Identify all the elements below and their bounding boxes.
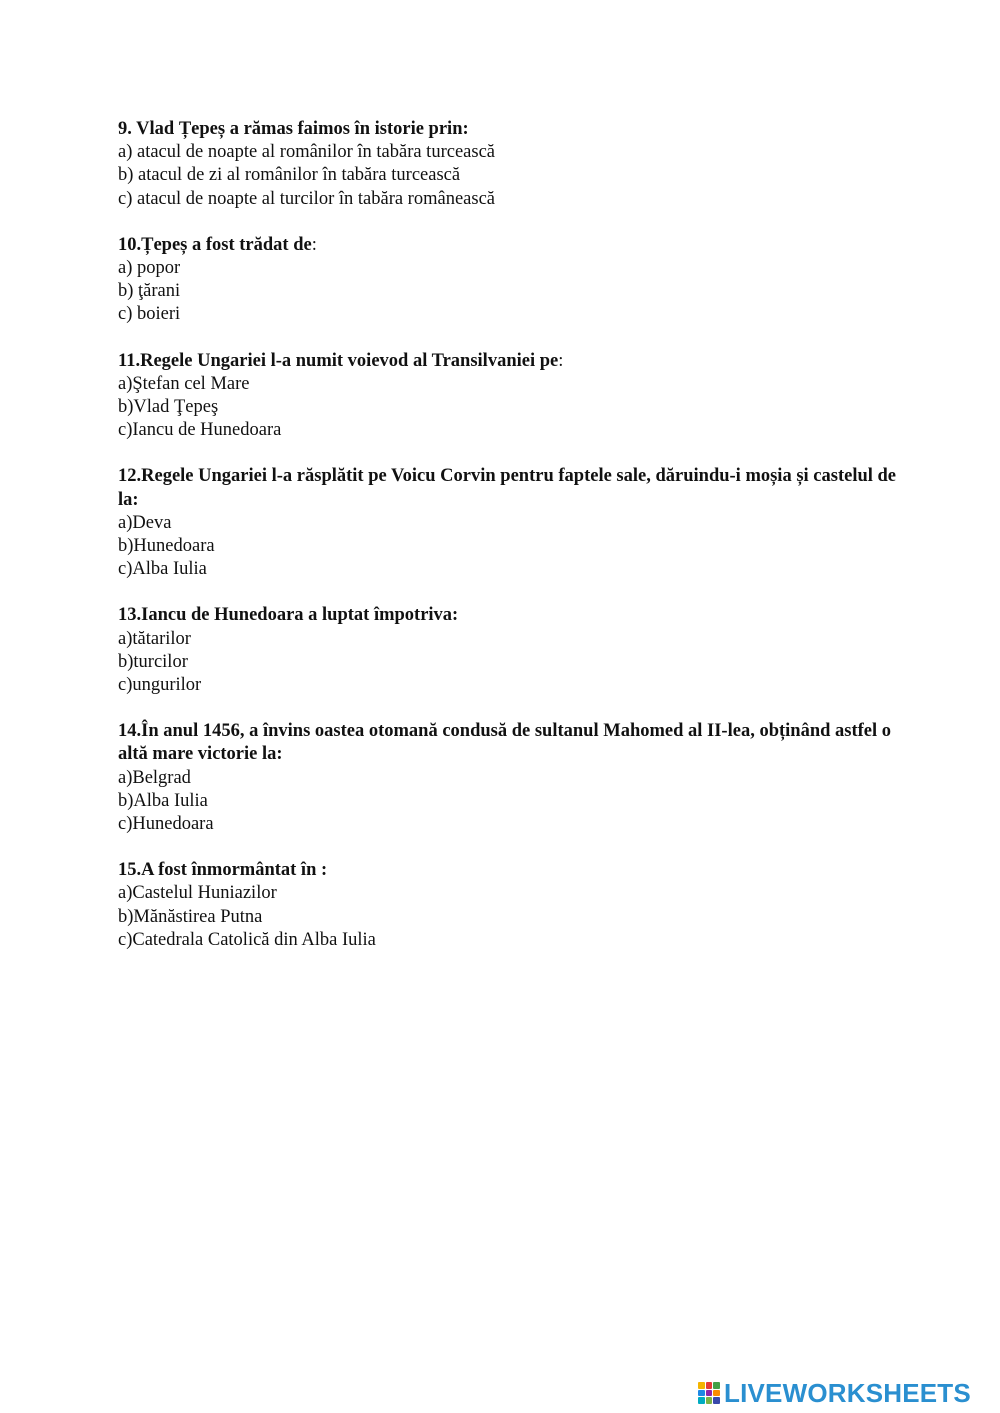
- question-12: [118, 465, 898, 581]
- question-15: [118, 859, 898, 952]
- answer-option-c: c) boieri: [118, 304, 181, 325]
- logo-tile: [713, 1390, 720, 1397]
- question-suffix: :: [311, 234, 317, 255]
- liveworksheets-grid-icon: [698, 1382, 720, 1404]
- answer-option-a: a)Ştefan cel Mare: [118, 373, 250, 394]
- logo-tile: [698, 1390, 705, 1397]
- logo-tile: [713, 1382, 720, 1389]
- answer-option-b: b)Hunedoara: [118, 536, 215, 557]
- question-9: [118, 118, 898, 211]
- question-title: [118, 720, 898, 766]
- logo-text: LIVEWORKSHEETS: [724, 1378, 971, 1408]
- logo-tile: [698, 1382, 705, 1389]
- answer-option-a: a)Castelul Huniazilor: [118, 883, 277, 904]
- answer-option-b: b)Mănăstirea Putna: [118, 906, 263, 927]
- answer-option-c: c)Hunedoara: [118, 814, 214, 835]
- question-10: [118, 234, 898, 327]
- answer-option-c: c)Alba Iulia: [118, 559, 207, 580]
- logo-tile: [706, 1390, 713, 1397]
- answer-option-b: b)Vlad Ţepeş: [118, 397, 219, 418]
- question-title: [118, 465, 898, 511]
- logo-tile: [706, 1382, 713, 1389]
- answer-option-c: c)ungurilor: [118, 675, 202, 696]
- answer-option-a: a) popor: [118, 258, 181, 279]
- answer-option-c: c)Catedrala Catolică din Alba Iulia: [118, 929, 376, 950]
- question-13: [118, 604, 898, 697]
- question-11: [118, 350, 898, 443]
- question-suffix: :: [558, 350, 564, 371]
- question-text: 13.Iancu de Hunedoara a luptat împotriva:: [118, 605, 459, 626]
- question-title: [118, 350, 898, 373]
- answer-option-a: a) atacul de noapte al românilor în tabăra turcească: [118, 142, 495, 163]
- worksheet-content: [118, 118, 898, 975]
- answer-option-b: b) atacul de zi al românilor în tabăra turcească: [118, 165, 461, 186]
- logo-tile: [698, 1397, 705, 1404]
- question-text: 15.A fost înmormântat în :: [118, 860, 328, 881]
- question-text: 11.Regele Ungariei l-a numit voievod al Transilvaniei pe: [118, 350, 559, 371]
- answer-option-c: c) atacul de noapte al turcilor în tabăra românească: [118, 188, 495, 209]
- question-14: [118, 720, 898, 836]
- question-text: 10.Țepeș a fost trădat de: [118, 234, 312, 255]
- question-title: [118, 604, 898, 627]
- logo-tile: [706, 1397, 713, 1404]
- question-title: [118, 234, 898, 257]
- question-text: 12.Regele Ungariei l-a răsplătit pe Voicu Corvin pentru faptele sale, dăruindu-i moșia și castelul de la:: [118, 466, 897, 510]
- answer-option-b: b) ţărani: [118, 281, 181, 302]
- question-title: [118, 118, 898, 141]
- logo-tile: [713, 1397, 720, 1404]
- answer-option-a: a)Belgrad: [118, 767, 191, 788]
- question-title: [118, 859, 898, 882]
- answer-option-b: b)turcilor: [118, 651, 188, 672]
- answer-option-a: a)Deva: [118, 512, 172, 533]
- question-text: 14.În anul 1456, a învins oastea otomană condusă de sultanul Mahomed al II-lea, obținând astfel o altă mare victorie la:: [118, 721, 892, 765]
- answer-option-c: c)Iancu de Hunedoara: [118, 420, 282, 441]
- answer-option-a: a)tătarilor: [118, 628, 191, 649]
- question-text: 9. Vlad Țepeș a rămas faimos în istorie prin:: [118, 119, 469, 139]
- liveworksheets-logo[interactable]: [698, 1378, 971, 1408]
- answer-option-b: b)Alba Iulia: [118, 790, 208, 811]
